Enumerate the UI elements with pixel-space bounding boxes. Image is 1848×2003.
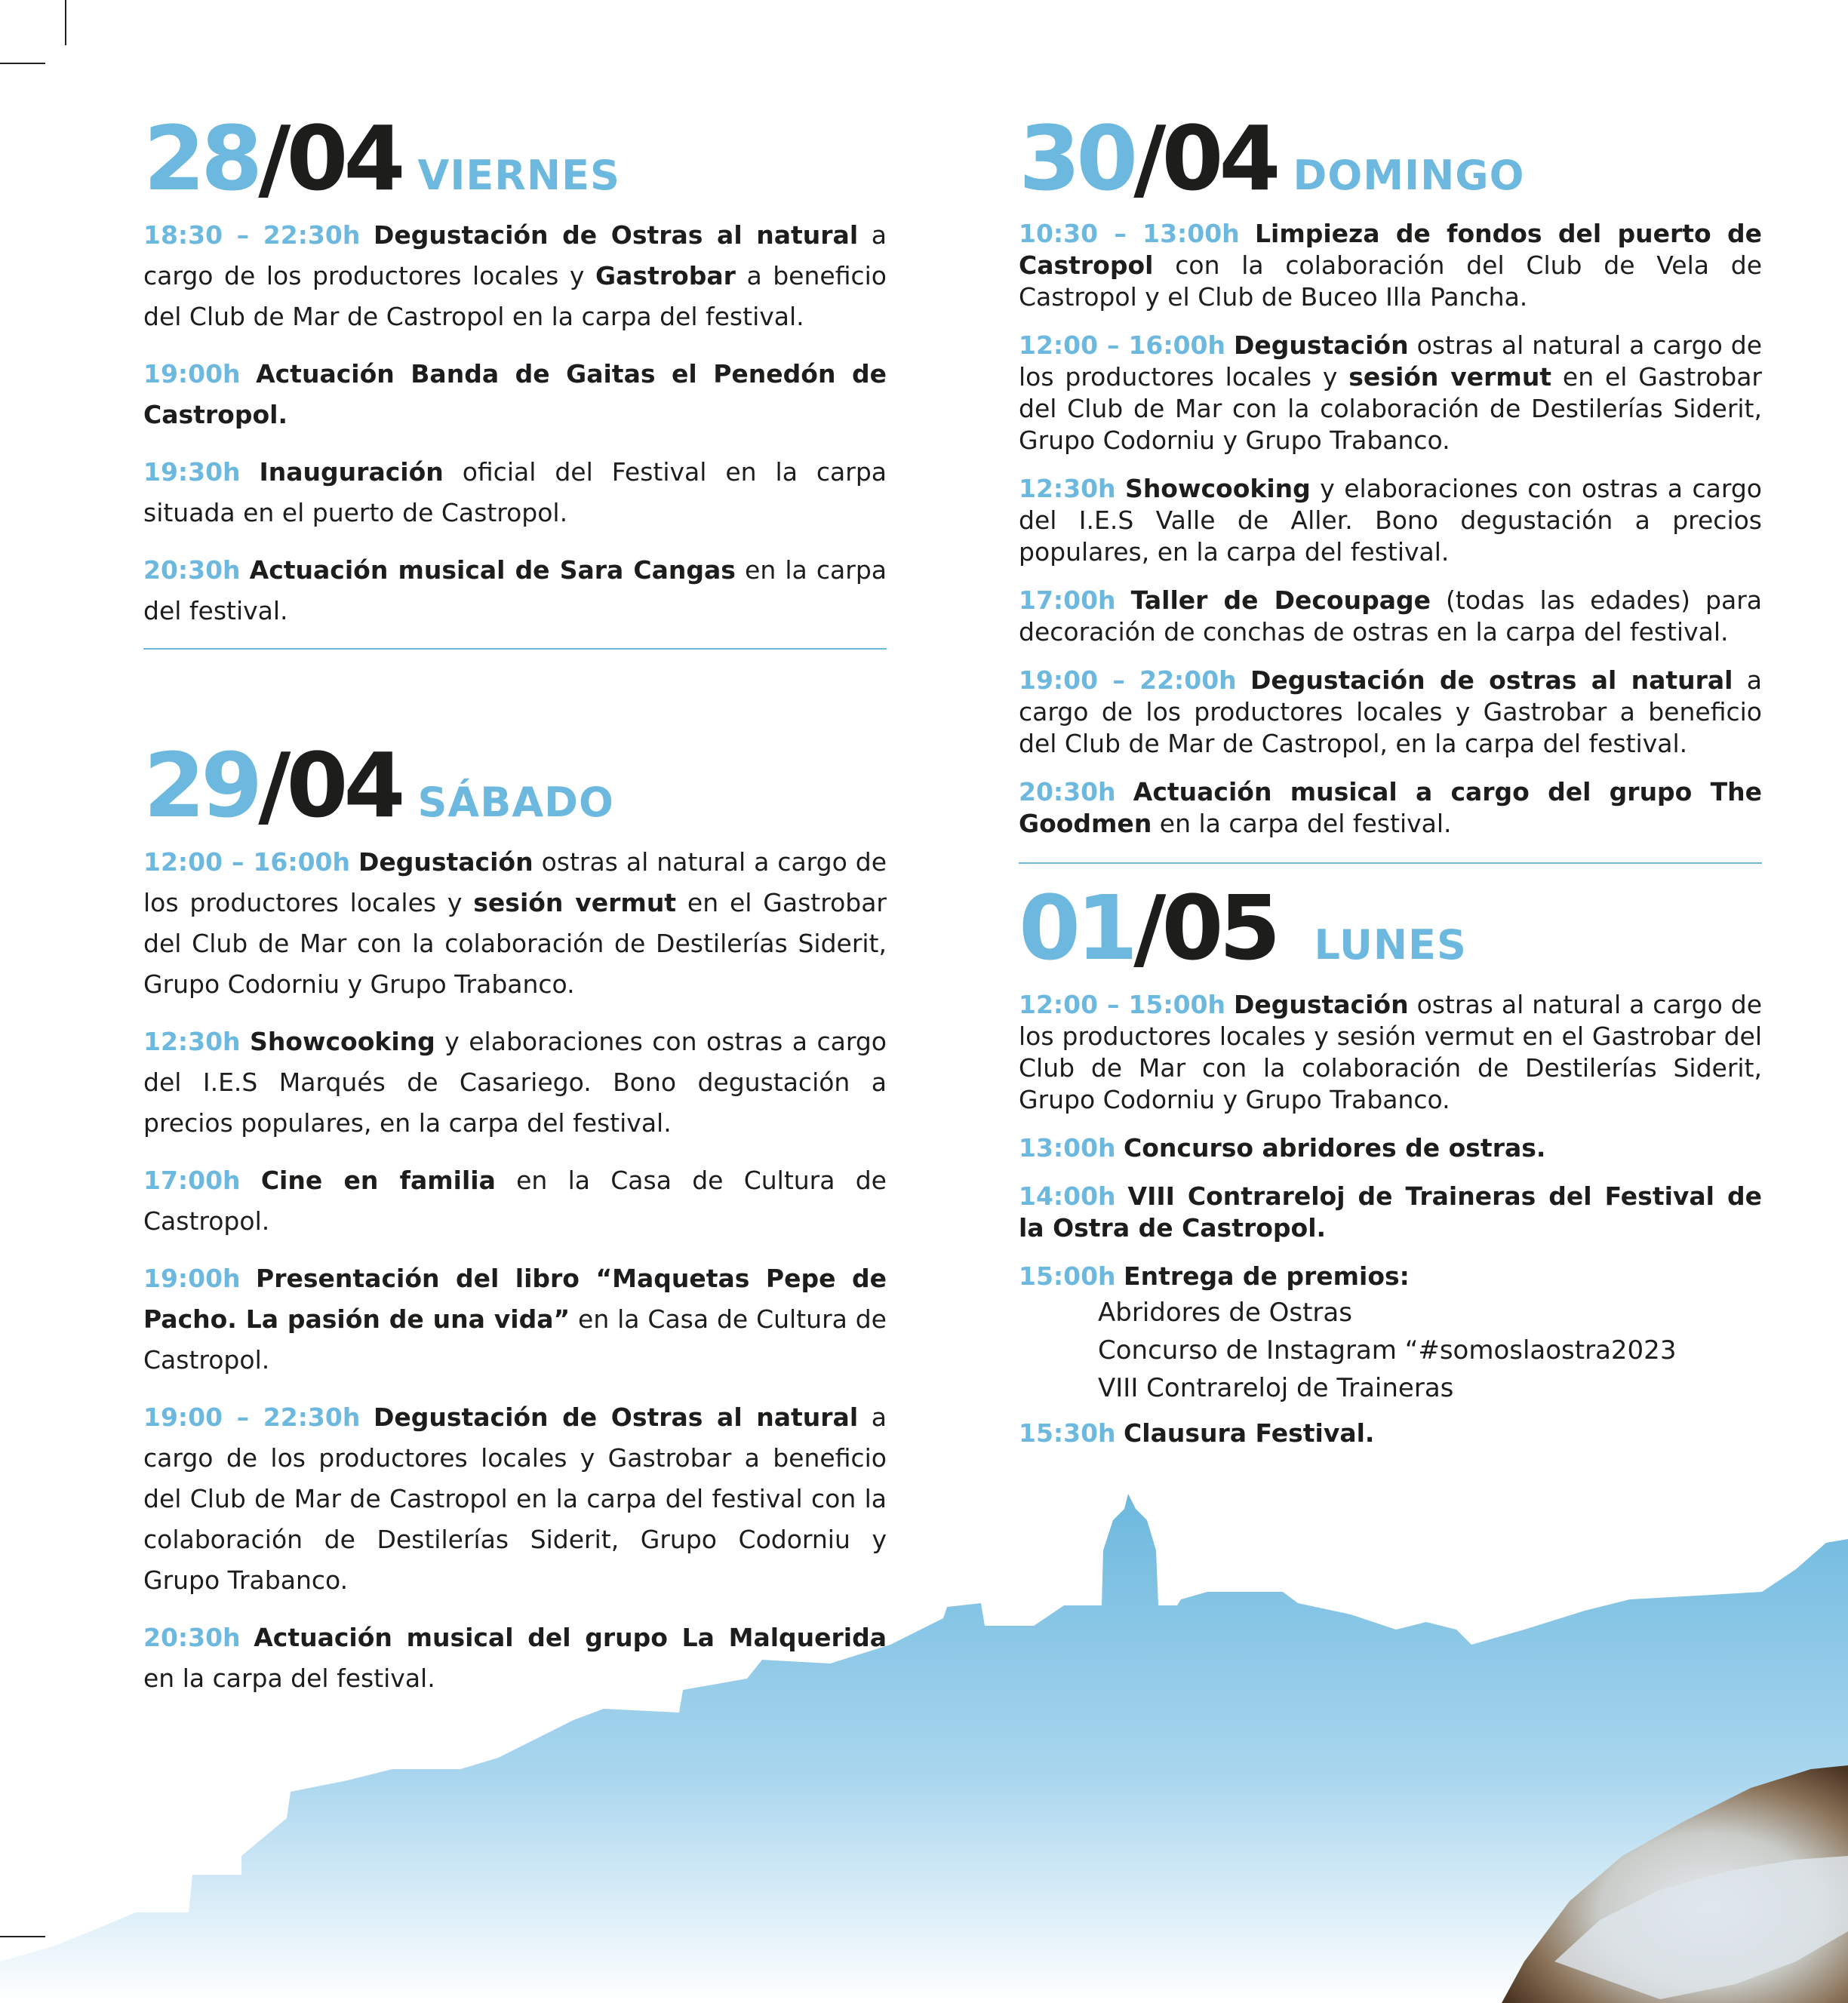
event-time: 19:00h <box>143 359 241 389</box>
left-column <box>143 106 887 1716</box>
event-text: con la colaboración del Club de Vela de Castropol y el Club de Buceo Illa Pancha. <box>1019 250 1762 312</box>
day-block-28 <box>143 106 887 650</box>
award-list <box>1019 1294 1762 1407</box>
right-column <box>1019 106 1763 1466</box>
event-time: 20:30h <box>143 555 241 585</box>
event-highlight: Taller de Decoupage <box>1130 585 1431 615</box>
month-number: /04 <box>1133 106 1277 210</box>
event-item <box>1019 665 1762 760</box>
event-time: 19:00 – 22:00h <box>1019 665 1237 695</box>
day-date <box>143 106 401 210</box>
event-text: y elaboraciones con ostras a cargo del I.E.S Marqués de Casariego. Bono degustación a precios populares, en la carpa del festival. <box>143 1027 887 1138</box>
day-heading <box>143 733 887 837</box>
event-time: 12:00 – 15:00h <box>1019 990 1226 1019</box>
event-highlight: VIII Contrareloj de Traineras del Festival de la Ostra de Castropol. <box>1019 1181 1762 1243</box>
event-item <box>143 550 887 631</box>
event-highlight: Actuación Banda de Gaitas el Penedón de Castropol. <box>143 359 887 429</box>
event-item <box>1019 989 1762 1116</box>
event-time: 20:30h <box>143 1623 241 1652</box>
event-highlight: Cine en familia <box>260 1166 496 1195</box>
event-time: 12:00 – 16:00h <box>143 847 351 877</box>
event-highlight: Degustación de Ostras al natural <box>373 1402 859 1432</box>
event-item <box>1019 473 1762 568</box>
event-item <box>1019 1261 1762 1292</box>
event-text: en el Gastrobar del Club de Mar con la colaboración de Destilerías Siderit, Grupo Codorniu y Grupo Trabanco. <box>143 888 887 999</box>
day-block-29 <box>143 733 887 1699</box>
event-item <box>143 215 887 337</box>
event-highlight: Presentación del libro “Maquetas Pepe de Pacho. La pasión de una vida” <box>143 1264 887 1334</box>
day-number: 01 <box>1019 876 1134 980</box>
event-text: ostras al natural a cargo de los productores locales y sesión vermut en el Gastrobar del Club de Mar con la colaboración de Destilerías Siderit, Grupo Codorniu y Grupo Trabanco. <box>1019 990 1762 1114</box>
event-list <box>1019 218 1762 840</box>
event-text: a beneficio del Club de Mar de Castropol en la carpa del festival. <box>143 261 887 331</box>
event-text: en la Casa de Cultura de Castropol. <box>143 1166 887 1236</box>
event-time: 18:30 – 22:30h <box>143 220 361 250</box>
day-date <box>143 733 401 837</box>
event-item <box>1019 1132 1762 1164</box>
event-item <box>1019 1418 1762 1449</box>
event-time: 12:30h <box>1019 474 1116 503</box>
event-list <box>143 842 887 1699</box>
event-item <box>143 1397 887 1601</box>
event-time: 17:00h <box>1019 585 1116 615</box>
event-item <box>143 452 887 533</box>
event-item <box>1019 776 1762 840</box>
event-highlight: Degustación <box>1233 990 1409 1019</box>
event-time: 15:30h <box>1019 1418 1116 1448</box>
event-highlight: Inauguración <box>259 457 444 487</box>
day-block-30 <box>1019 106 1763 864</box>
event-time: 19:00h <box>143 1264 241 1293</box>
day-date <box>1019 106 1277 210</box>
crop-mark-top-h <box>0 63 45 64</box>
event-item <box>1019 585 1762 648</box>
event-time: 15:00h <box>1019 1261 1116 1291</box>
event-time: 17:00h <box>143 1166 241 1195</box>
event-text: y elaboraciones con ostras a cargo del I.E.S Valle de Aller. Bono degustación a precios populares, en la carpa del festival. <box>1019 474 1763 567</box>
event-text: ostras al natural a cargo de los productores locales y <box>143 847 887 917</box>
event-item <box>143 1160 887 1242</box>
day-block-01 <box>1019 876 1762 1449</box>
event-text: en el Gastrobar del Club de Mar con la colaboración de Destilerías Siderit, Grupo Codorniu y Grupo Trabanco. <box>1019 362 1762 455</box>
event-text: a cargo de los productores locales y Gastrobar a beneficio del Club de Mar de Castropol, en la carpa del festival. <box>1019 665 1762 758</box>
award-item: Concurso de Instagram “#somoslaostra2023 <box>1098 1335 1677 1366</box>
award-item: Abridores de Ostras <box>1098 1298 1352 1328</box>
event-list <box>143 215 887 631</box>
event-highlight: Degustación <box>358 847 533 877</box>
day-heading <box>1019 106 1762 210</box>
day-date <box>1019 876 1277 980</box>
event-item <box>143 1021 887 1144</box>
event-text: en la carpa del festival. <box>143 555 887 625</box>
event-highlight: Degustación <box>1233 330 1409 360</box>
event-time: 12:00 – 16:00h <box>1019 330 1226 360</box>
event-highlight: Gastrobar <box>595 261 736 290</box>
event-highlight: Concurso abridores de ostras. <box>1124 1133 1546 1163</box>
month-number: /05 <box>1133 876 1277 980</box>
event-item <box>143 842 887 1005</box>
event-time: 14:00h <box>1019 1181 1116 1211</box>
event-item <box>143 1617 887 1699</box>
month-number: /04 <box>258 106 401 210</box>
event-highlight: Clausura Festival. <box>1124 1418 1375 1448</box>
event-highlight: Actuación musical a cargo del grupo The Goodmen <box>1019 777 1762 838</box>
day-number: 28 <box>143 106 259 210</box>
event-text: oficial del Festival en la carpa situada en el puerto de Castropol. <box>143 457 887 527</box>
event-highlight: Actuación musical del grupo La Malquerida <box>254 1623 887 1652</box>
event-text: ostras al natural a cargo de los productores locales y <box>1019 330 1762 392</box>
crop-mark-top-v <box>65 0 66 45</box>
day-number: 29 <box>143 733 259 837</box>
weekday-label: SÁBADO <box>417 779 614 826</box>
event-highlight: Degustación de ostras al natural <box>1250 665 1733 695</box>
award-item: VIII Contrareloj de Traineras <box>1098 1373 1454 1403</box>
event-highlight: Degustación de Ostras al natural <box>373 220 859 250</box>
event-highlight: Actuación musical de Sara Cangas <box>249 555 736 585</box>
event-text: en la carpa del festival. <box>1152 809 1452 838</box>
event-item <box>1019 218 1762 313</box>
event-highlight: sesión vermut <box>473 888 677 917</box>
event-time: 19:30h <box>143 457 241 487</box>
event-highlight: sesión vermut <box>1348 362 1552 392</box>
event-time: 19:00 – 22:30h <box>143 1402 361 1432</box>
event-item <box>143 1258 887 1381</box>
weekday-label: VIERNES <box>417 152 620 199</box>
event-item <box>143 354 887 435</box>
event-time: 13:00h <box>1019 1133 1116 1163</box>
event-highlight: Showcooking <box>1125 474 1311 503</box>
event-text: a cargo de los productores locales y <box>143 220 887 290</box>
event-highlight: Showcooking <box>250 1027 435 1056</box>
day-number: 30 <box>1019 106 1134 210</box>
section-divider <box>143 648 887 650</box>
event-item <box>1019 1181 1762 1244</box>
event-text: (todas las edades) para decoración de conchas de ostras en la carpa del festival. <box>1019 585 1762 647</box>
event-time: 10:30 – 13:00h <box>1019 219 1240 248</box>
event-text: en la Casa de Cultura de Castropol. <box>143 1304 887 1375</box>
event-highlight: Entrega de premios: <box>1124 1261 1410 1291</box>
event-time: 20:30h <box>1019 777 1116 806</box>
day-heading <box>1019 876 1762 980</box>
event-time: 12:30h <box>143 1027 241 1056</box>
event-highlight: Limpieza de fondos del puerto de Castropol <box>1019 219 1762 280</box>
event-item <box>1019 330 1762 456</box>
event-list <box>1019 989 1762 1449</box>
month-number: /04 <box>258 733 401 837</box>
weekday-label: LUNES <box>1314 921 1467 969</box>
weekday-label: DOMINGO <box>1293 152 1525 199</box>
event-text: a cargo de los productores locales y Gastrobar a beneficio del Club de Mar de Castropol en la carpa del festival con la colaboración de Destilerías Siderit, Grupo Codorniu y Grupo Trabanco. <box>143 1402 887 1595</box>
section-divider <box>1019 862 1762 864</box>
event-text: en la carpa del festival. <box>143 1664 435 1693</box>
day-heading <box>143 106 887 210</box>
